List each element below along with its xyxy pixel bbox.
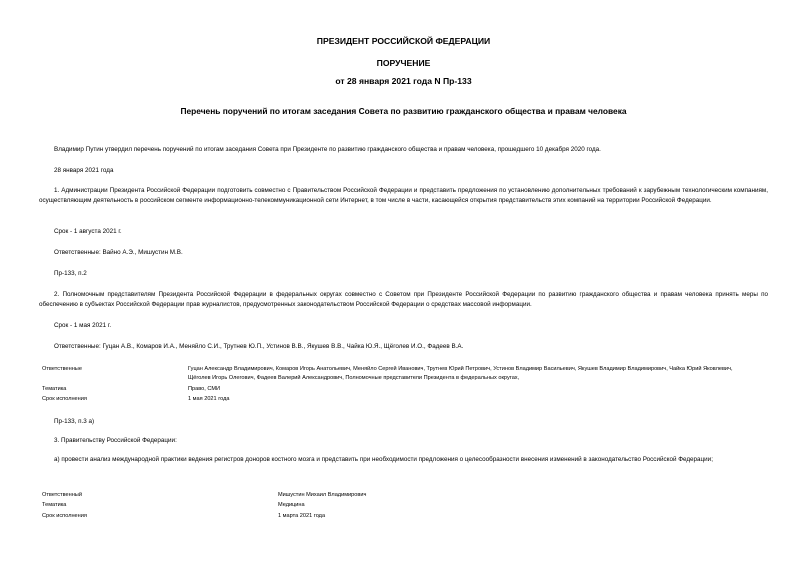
meta2-deadline-label: Срок исполнения (42, 513, 87, 519)
meta1-deadline-label: Срок исполнения (42, 396, 87, 402)
item-1-deadline: Срок - 1 августа 2021 г. (54, 228, 122, 235)
item-2-text: 2. Полномочным представителям Президента Российской Федерации в федеральных округах совместно с Советом при Президенте Российской Федерации по развитию гражданского общества и правам человека принять меры по обеспечению в субъектах Российской Федерации прав журналистов, предусмотренных законодательством Российской Федерации о средствах массовой информации. (39, 291, 768, 308)
meta-table-2 (42, 491, 772, 523)
document-title: Перечень поручений по итогам заседания Совета по развитию гражданского общества и правам человека (180, 106, 627, 116)
meta2-topic-value: Медицина (278, 502, 305, 508)
meta-table-1 (42, 365, 772, 405)
item-1-text: 1. Администрации Президента Российской Федерации подготовить совместно с Правительством Российской Федерации и представить предложения по установлению дополнительных требований к зарубежным технологическим компаниям, осуществляющим деятельность в российском сегменте информационно-телекоммуникационной сети Интернет, в том числе в части, касающейся открытия представительств этих компаний на территории Российской Федерации. (39, 187, 768, 204)
meta2-deadline-value: 1 марта 2021 года (278, 513, 326, 519)
meta1-topic-label: Тематика (42, 386, 67, 392)
item-3-reference: Пр-133, п.3 а) (54, 418, 95, 425)
item-2-deadline: Срок - 1 мая 2021 г. (54, 322, 112, 329)
meta1-topic-value: Право, СМИ (188, 386, 221, 392)
item-2-paragraph (39, 290, 768, 309)
doc-type-heading: ПОРУЧЕНИЕ (376, 58, 431, 68)
item-1-responsible: Ответственные: Вайно А.Э., Мишустин М.В. (54, 249, 183, 256)
meta1-deadline-value: 1 мая 2021 года (188, 396, 230, 402)
date-number-heading: от 28 января 2021 года N Пр-133 (335, 76, 472, 86)
president-heading: ПРЕЗИДЕНТ РОССИЙСКОЙ ФЕДЕРАЦИИ (316, 36, 491, 46)
item-3a-paragraph (39, 455, 768, 465)
meta2-responsible-label: Ответственный (42, 492, 82, 498)
item-1-reference: Пр-133, п.2 (54, 270, 87, 277)
item-3-heading: 3. Правительству Российской Федерации: (54, 437, 177, 444)
intro-paragraph: Владимир Путин утвердил перечень поручений по итогам заседания Совета при Президенте по развитию гражданского общества и правам человека, прошедшего 10 декабря 2020 года. (54, 146, 601, 153)
meta2-topic-label: Тематика (42, 502, 67, 508)
date-line: 28 января 2021 года (54, 167, 114, 174)
meta2-responsible-value: Мишустин Михаил Владимирович (278, 492, 367, 498)
item-3a-text: а) провести анализ международной практики ведения регистров доноров костного мозга и представить при необходимости предложения о целесообразности внесения изменений в законодательство Российской Федерации; (54, 456, 713, 463)
meta1-responsible-label: Ответственные (42, 366, 82, 372)
item-2-responsible: Ответственные: Гуцан А.В., Комаров И.А., Меняйло С.И., Трутнев Ю.П., Устинов В.В., Якушев В.В., Чайка Ю.Я., Щёголев И.О., Фадеев В.А. (54, 343, 464, 350)
meta1-responsible-value: Гуцан Александр Владимирович, Комаров Игорь Анатольевич, Меняйло Сергей Иванович, Трутнев Юрий Петрович, Устинов Владимир Васильевич, Якушев Владимир Владимирович, Чайка Юрий Яковлевич, Щёголев Игорь Олегович, Фадеев Валерий Александрович, Полномочные представители Президента в федеральных округах, (188, 366, 733, 382)
item-1-paragraph (39, 186, 768, 205)
